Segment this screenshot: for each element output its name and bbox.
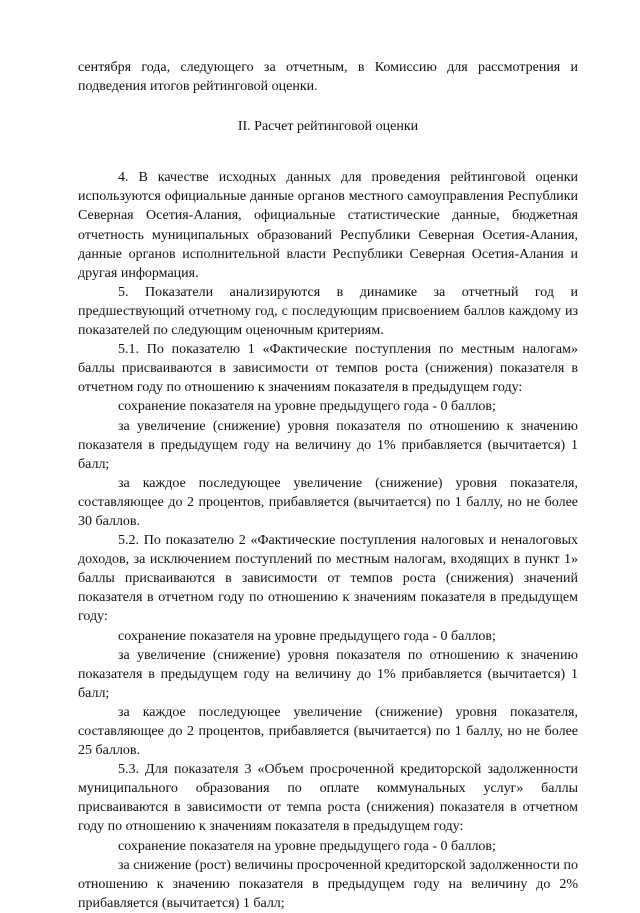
section-heading: II. Расчет рейтинговой оценки xyxy=(237,119,419,135)
paragraph-5-2: 5.2. По показателю 2 «Фактические поступления налоговых и неналоговых доходов, за исключением поступлений по местным налогам, входящих в пункт 1» баллы присваиваются в зависимости от темпов роста (снижения) значений показателя в отчетном году по отношению к значениям показателя в предыдущем году: xyxy=(78,533,578,625)
paragraph-5-1: 5.1. По показателю 1 «Фактические поступления по местным налогам» баллы присваиваются в зависимости от темпов роста (снижения) показателя в отчетном году по отношению к значениям показателя в предыдущем году: xyxy=(78,342,578,396)
paragraph-5-2-each: за каждое последующее увеличение (снижение) уровня показателя, составляющее до 2 процентов, прибавляется (вычитается) по 1 баллу, но не более 25 баллов. xyxy=(78,704,578,759)
paragraph-5-2-zero: сохранение показателя на уровне предыдущего года - 0 баллов; xyxy=(118,628,496,644)
continuation-paragraph: сентября года, следующего за отчетным, в Комиссию для рассмотрения и подведения итогов рейтинговой оценки. xyxy=(78,60,578,95)
paragraph-5-1-first: за увеличение (снижение) уровня показателя по отношению к значению показателя в предыдущем году на величину до 1% прибавляется (вычитается) 1 балл; xyxy=(78,418,578,472)
paragraph-5-1-zero: сохранение показателя на уровне предыдущего года - 0 баллов; xyxy=(118,399,496,415)
paragraph-5-3-first: за снижение (рост) величины просроченной кредиторской задолженности по отношению к значению показателя в предыдущем году на величину до 2% прибавляется (вычитается) 1 балл; xyxy=(78,857,578,911)
paragraph-5-3-zero: сохранение показателя на уровне предыдущего года - 0 баллов; xyxy=(118,838,496,854)
paragraph-4: 4. В качестве исходных данных для проведения рейтинговой оценки используются официальные данные органов местного самоуправления Республики Северная Осетия-Алания, официальные статистические данные, бюджетная отчетность муниципальных образований Республики Северная Осетия-Алания, данные органов исполнительной власти Республики Северная Осетия-Алания и другая информация. xyxy=(78,170,578,281)
paragraph-5-2-first: за увеличение (снижение) уровня показателя по отношению к значению показателя в предыдущем году на величину до 1% прибавляется (вычитается) 1 балл; xyxy=(78,647,578,701)
paragraph-5-1-each: за каждое последующее увеличение (снижение) уровня показателя, составляющее до 2 процентов, прибавляется (вычитается) по 1 баллу, но не более 30 баллов. xyxy=(78,475,578,529)
paragraph-5: 5. Показатели анализируются в динамике за отчетный год и предшествующий отчетному год, с последующим присвоением баллов каждому из показателей по следующим оценочным критериям. xyxy=(78,284,578,339)
paragraph-5-3: 5.3. Для показателя 3 «Объем просроченной кредиторской задолженности муниципального образования по оплате коммунальных услуг» баллы присваиваются в зависимости от темпа роста (снижения) показателя в отчетном году по отношению к значениям показателя в предыдущем году: xyxy=(78,762,578,835)
